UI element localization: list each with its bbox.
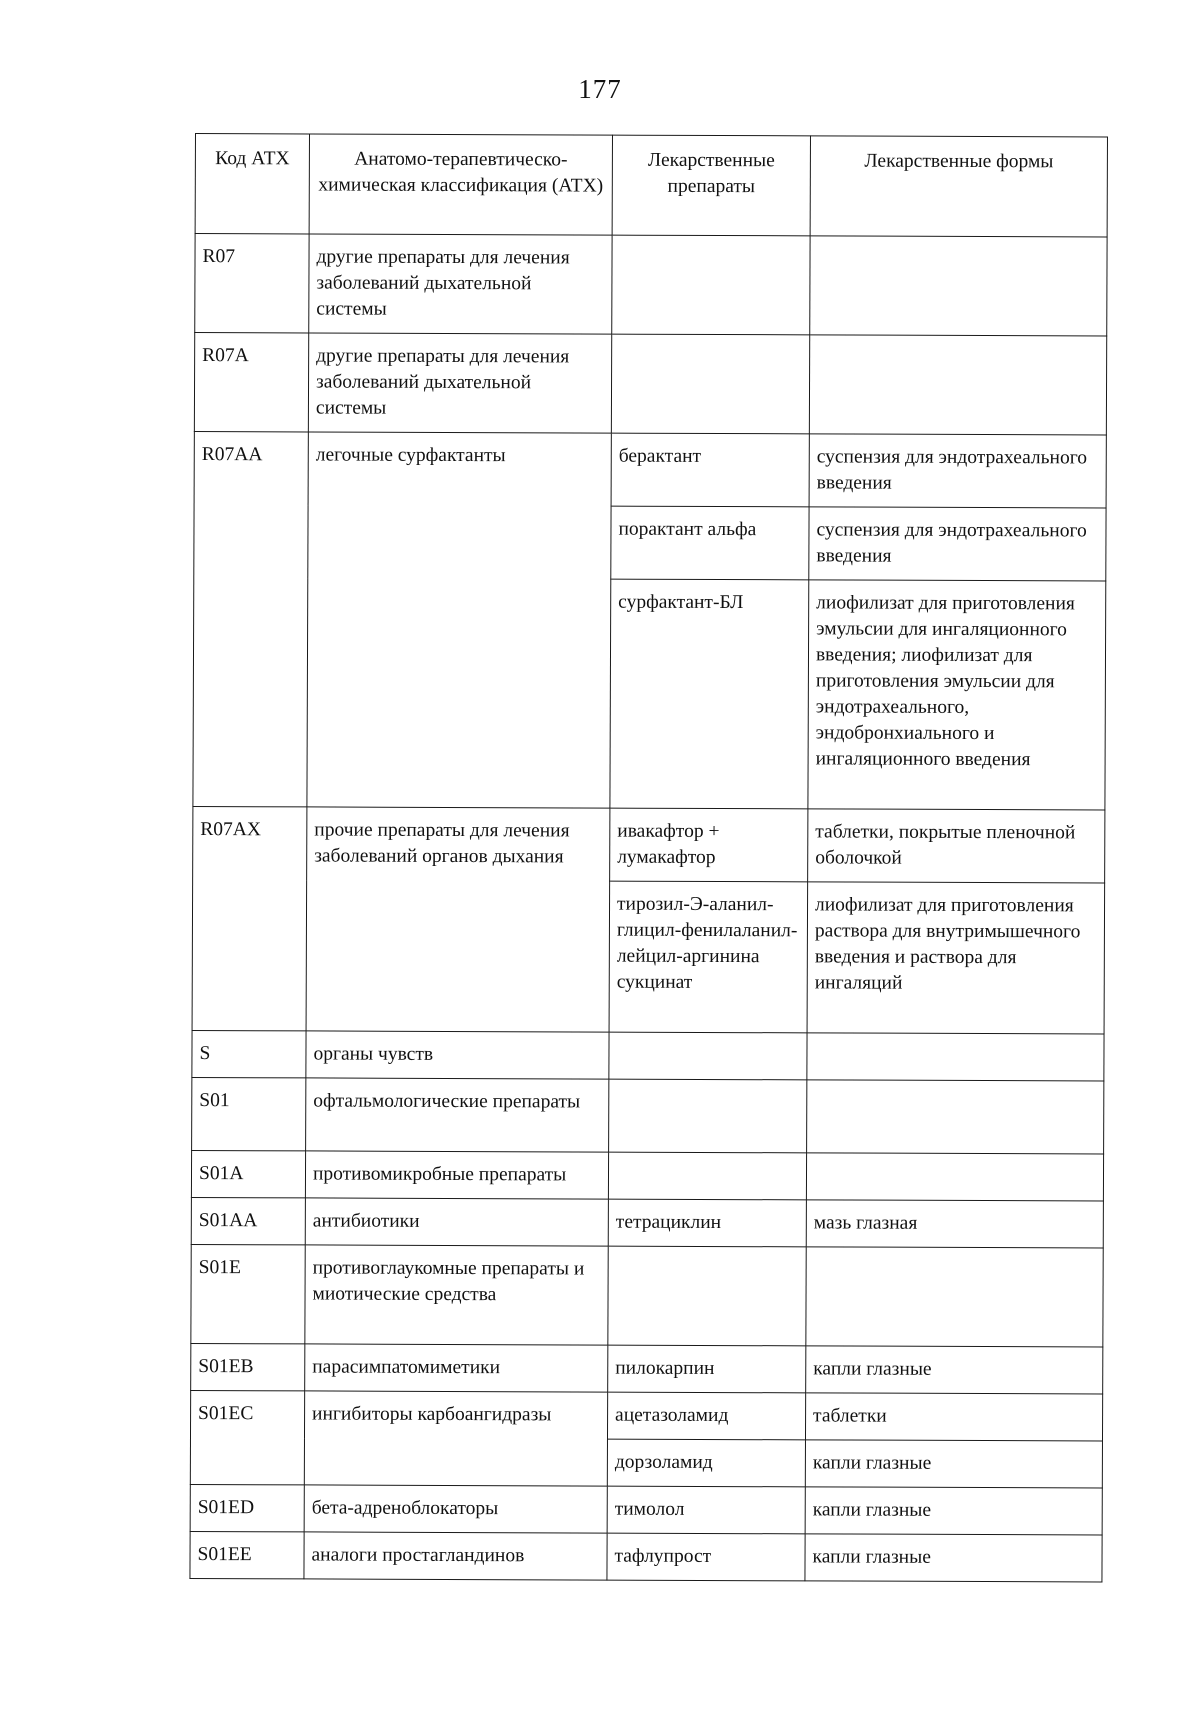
classification-cell: противомикробные препараты xyxy=(305,1151,608,1199)
form-cell: лиофилизат для приготовления эмульсии для ингаляционного введения; лиофилизат для приготовления эмульсии для эндотрахеального, эндобронхиального и ингаляционного введения xyxy=(808,580,1106,810)
classification-cell: аналоги простагландинов xyxy=(304,1532,607,1580)
table-row xyxy=(194,431,1106,508)
table-row xyxy=(193,806,1105,883)
atc-code-cell: R07AA xyxy=(193,431,308,806)
form-cell xyxy=(807,1080,1104,1154)
drug-cell: дорзоламид xyxy=(607,1439,805,1487)
table-row xyxy=(194,333,1106,436)
drug-cell: пилокарпин xyxy=(608,1345,806,1393)
atc-code-cell: S01 xyxy=(192,1077,306,1150)
table-row xyxy=(192,1077,1104,1154)
table-row xyxy=(191,1150,1103,1201)
classification-cell: парасимпатомиметики xyxy=(305,1344,608,1392)
header-drugs: Лекарственные препараты xyxy=(612,135,810,236)
classification-cell: легочные сурфактанты xyxy=(307,432,611,808)
atc-code-cell: S01A xyxy=(191,1150,305,1197)
drug-cell xyxy=(611,334,809,434)
drug-cell: ацетазоламид xyxy=(607,1392,805,1440)
page-number: 177 xyxy=(578,74,622,104)
header-dosage-forms: Лекарственные формы xyxy=(810,136,1107,237)
drug-cell: тетрациклин xyxy=(608,1199,806,1247)
header-atc-code: Код АТХ xyxy=(195,134,309,234)
drug-cell xyxy=(609,1032,807,1080)
atc-code-cell: R07AX xyxy=(192,806,307,1030)
classification-cell: бета-адреноблокаторы xyxy=(304,1485,607,1533)
table-row xyxy=(192,1030,1104,1081)
table-row xyxy=(191,1343,1103,1394)
table-row xyxy=(190,1484,1102,1535)
drug-cell: тимолол xyxy=(607,1486,805,1534)
atc-code-cell: S01E xyxy=(191,1244,305,1343)
form-cell xyxy=(810,236,1107,336)
classification-cell: антибиотики xyxy=(305,1198,608,1246)
atc-code-cell: R07 xyxy=(195,234,309,333)
table-row xyxy=(195,234,1107,337)
form-cell: капли глазные xyxy=(805,1487,1102,1535)
drug-cell: сурфактант-БЛ xyxy=(610,579,809,809)
classification-cell: прочие препараты для лечения заболеваний органов дыхания xyxy=(306,807,610,1032)
classification-cell: другие препараты для лечения заболеваний дыхательной системы xyxy=(308,333,611,433)
form-cell: таблетки, покрытые пленочной оболочкой xyxy=(808,809,1105,883)
atc-code-cell: S01EC xyxy=(190,1390,304,1484)
classification-cell: органы чувств xyxy=(306,1031,609,1079)
atc-drug-table xyxy=(189,133,1108,1582)
form-cell: капли глазные xyxy=(805,1534,1102,1582)
atc-code-cell: S01EE xyxy=(190,1531,304,1578)
drug-cell: порактант альфа xyxy=(611,506,809,580)
classification-cell: офтальмологические препараты xyxy=(306,1078,609,1152)
drug-cell: тирозил-Э-аланил-глицил-фенилаланил-лейцил-аргинина сукцинат xyxy=(609,881,808,1033)
table-header-row xyxy=(195,134,1107,238)
form-cell: капли глазные xyxy=(805,1440,1102,1488)
atc-code-cell: S01AA xyxy=(191,1197,305,1244)
atc-code-cell: S xyxy=(192,1030,306,1077)
drug-cell xyxy=(609,1079,807,1153)
drug-cell xyxy=(608,1246,806,1346)
form-cell: мазь глазная xyxy=(806,1200,1103,1248)
atc-code-cell: S01EB xyxy=(191,1343,305,1390)
form-cell: таблетки xyxy=(805,1393,1102,1441)
table-row xyxy=(191,1197,1103,1248)
form-cell xyxy=(807,1033,1104,1081)
classification-cell: ингибиторы карбоангидразы xyxy=(304,1391,607,1486)
drug-cell: ивакафтор + лумакафтор xyxy=(610,808,808,882)
form-cell xyxy=(809,335,1106,435)
form-cell xyxy=(806,1153,1103,1201)
table-row xyxy=(190,1390,1102,1441)
atc-code-cell: S01ED xyxy=(190,1484,304,1531)
form-cell: суспензия для эндотрахеального введения xyxy=(809,507,1106,581)
drug-cell xyxy=(608,1152,806,1200)
table-row xyxy=(190,1531,1102,1582)
form-cell: лиофилизат для приготовления раствора для внутримышечного введения и раствора для ингаляций xyxy=(807,882,1105,1034)
classification-cell: другие препараты для лечения заболеваний дыхательной системы xyxy=(309,234,612,334)
drug-cell: берактант xyxy=(611,433,809,507)
header-atc-classification: Анатомо-терапевтическо-химическая классификация (АТХ) xyxy=(309,134,612,235)
drug-cell xyxy=(612,235,810,335)
form-cell xyxy=(806,1247,1103,1347)
form-cell: капли глазные xyxy=(806,1346,1103,1394)
form-cell: суспензия для эндотрахеального введения xyxy=(809,434,1106,508)
table-row xyxy=(191,1244,1103,1347)
atc-code-cell: R07A xyxy=(194,333,308,432)
classification-cell: противоглаукомные препараты и миотические средства xyxy=(305,1245,608,1345)
drug-cell: тафлупрост xyxy=(607,1533,805,1581)
